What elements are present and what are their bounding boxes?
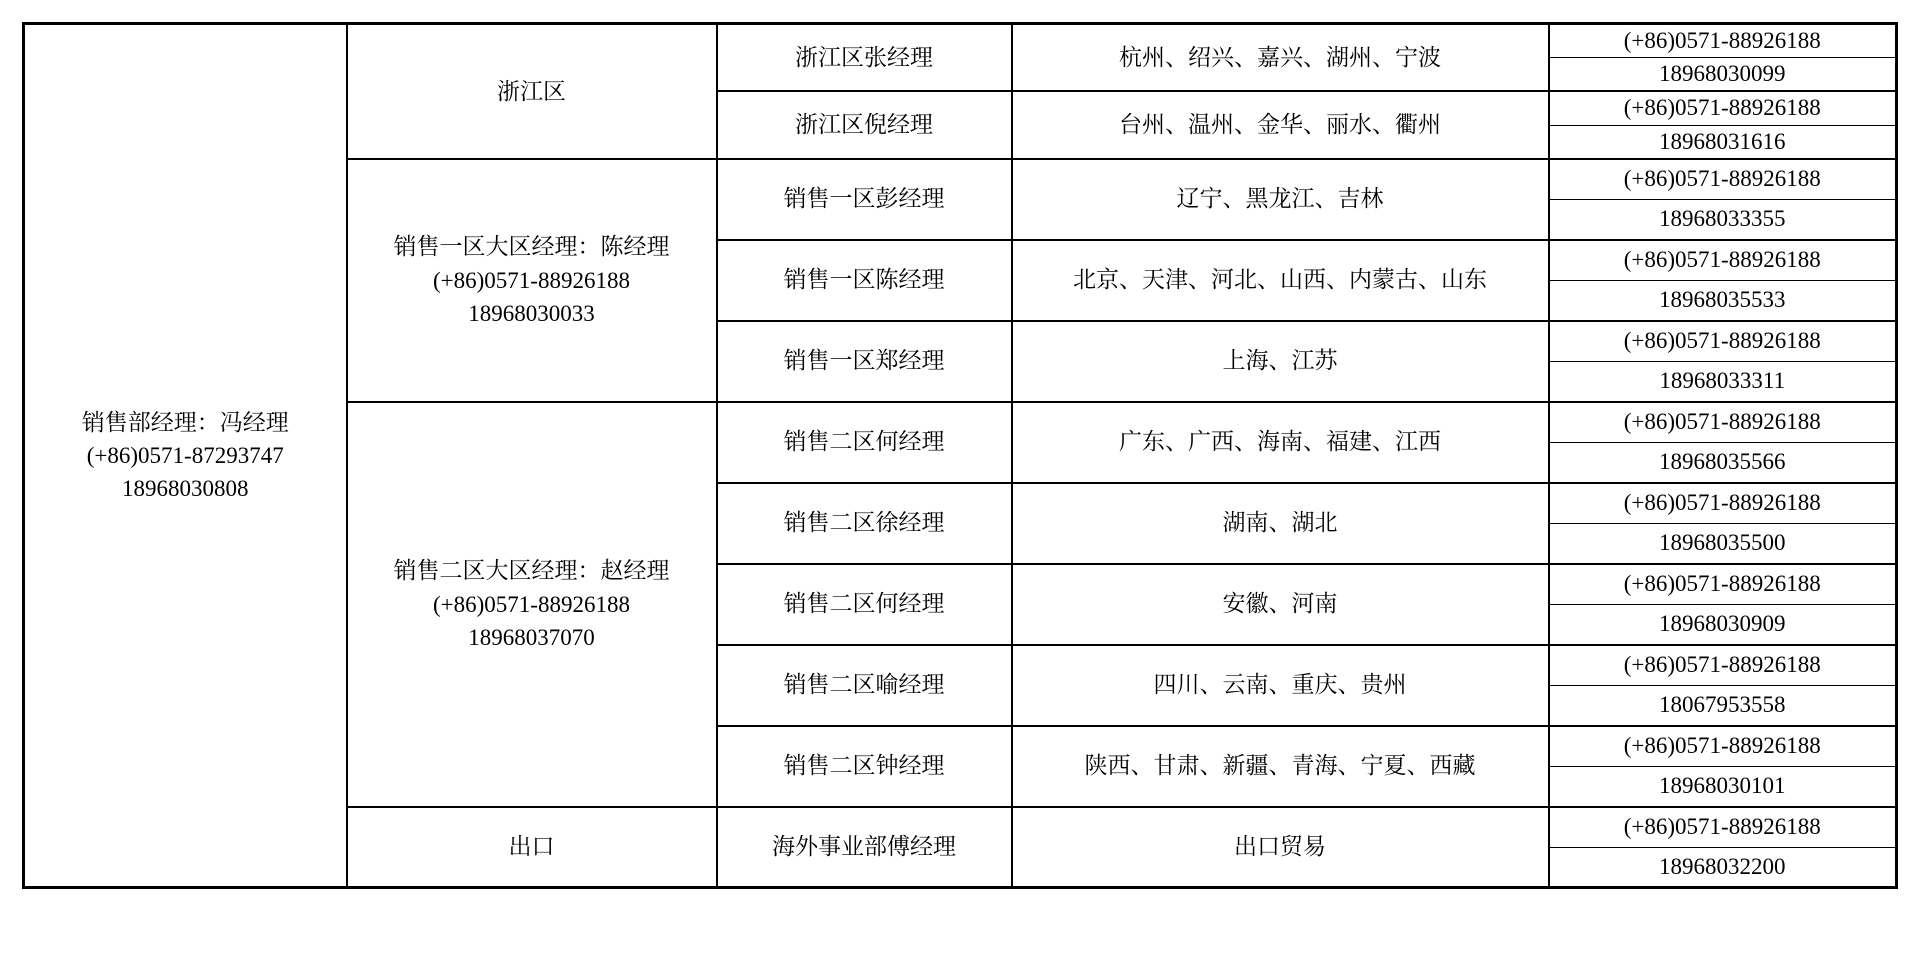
regions-cell: 安徽、河南 xyxy=(1012,564,1549,645)
landline-cell: (+86)0571-88926188 xyxy=(1549,483,1897,524)
mobile-cell: 18968033311 xyxy=(1549,361,1897,402)
manager-cell: 销售一区郑经理 xyxy=(717,321,1012,402)
mobile-cell: 18968030909 xyxy=(1549,604,1897,645)
regions-cell: 北京、天津、河北、山西、内蒙古、山东 xyxy=(1012,240,1549,321)
manager-cell: 销售二区徐经理 xyxy=(717,483,1012,564)
group-manager-mobile: 18968030033 xyxy=(468,300,595,326)
manager-cell: 销售一区陈经理 xyxy=(717,240,1012,321)
regions-cell: 四川、云南、重庆、贵州 xyxy=(1012,645,1549,726)
group-cell-export xyxy=(347,807,717,888)
landline-cell: (+86)0571-88926188 xyxy=(1549,645,1897,686)
group-label: 浙江区 xyxy=(497,78,566,104)
mobile-cell: 18968033355 xyxy=(1549,199,1897,240)
landline-cell: (+86)0571-88926188 xyxy=(1549,564,1897,605)
regions-cell: 台州、温州、金华、丽水、衢州 xyxy=(1012,91,1549,158)
department-head-cell xyxy=(24,24,347,888)
mobile-cell: 18968035566 xyxy=(1549,442,1897,483)
mobile-cell: 18968030099 xyxy=(1549,58,1897,92)
mobile-cell: 18968031616 xyxy=(1549,125,1897,159)
landline-cell: (+86)0571-88926188 xyxy=(1549,24,1897,58)
group-manager-title: 销售二区大区经理：赵经理 xyxy=(393,558,670,584)
mobile-cell: 18968035533 xyxy=(1549,280,1897,321)
manager-cell: 销售二区钟经理 xyxy=(717,726,1012,807)
regions-cell: 上海、江苏 xyxy=(1012,321,1549,402)
mobile-cell: 18067953558 xyxy=(1549,685,1897,726)
regions-cell: 杭州、绍兴、嘉兴、湖州、宁波 xyxy=(1012,24,1549,92)
manager-cell: 销售一区彭经理 xyxy=(717,159,1012,240)
landline-cell: (+86)0571-88926188 xyxy=(1549,402,1897,443)
landline-cell: (+86)0571-88926188 xyxy=(1549,159,1897,200)
group-cell-sales-district-2 xyxy=(347,402,717,807)
manager-cell: 销售二区何经理 xyxy=(717,564,1012,645)
mobile-cell: 18968035500 xyxy=(1549,523,1897,564)
landline-cell: (+86)0571-88926188 xyxy=(1549,91,1897,125)
landline-cell: (+86)0571-88926188 xyxy=(1549,807,1897,848)
regions-cell: 广东、广西、海南、福建、江西 xyxy=(1012,402,1549,483)
group-cell-zhejiang xyxy=(347,24,717,159)
manager-cell: 销售二区何经理 xyxy=(717,402,1012,483)
landline-cell: (+86)0571-88926188 xyxy=(1549,240,1897,281)
group-cell-sales-district-1 xyxy=(347,159,717,402)
manager-cell: 海外事业部傅经理 xyxy=(717,807,1012,888)
landline-cell: (+86)0571-88926188 xyxy=(1549,726,1897,767)
landline-cell: (+86)0571-88926188 xyxy=(1549,321,1897,362)
manager-cell: 浙江区倪经理 xyxy=(717,91,1012,158)
department-head-mobile: 18968030808 xyxy=(122,476,249,502)
regions-cell: 湖南、湖北 xyxy=(1012,483,1549,564)
group-manager-landline: (+86)0571-88926188 xyxy=(433,591,630,617)
group-manager-title: 销售一区大区经理：陈经理 xyxy=(393,234,670,260)
group-manager-mobile: 18968037070 xyxy=(468,624,595,650)
department-head-title: 销售部经理：冯经理 xyxy=(81,409,289,435)
group-manager-landline: (+86)0571-88926188 xyxy=(433,267,630,293)
mobile-cell: 18968030101 xyxy=(1549,766,1897,807)
sales-contact-table xyxy=(22,22,1898,889)
manager-cell: 浙江区张经理 xyxy=(717,24,1012,92)
mobile-cell: 18968032200 xyxy=(1549,847,1897,888)
regions-cell: 陕西、甘肃、新疆、青海、宁夏、西藏 xyxy=(1012,726,1549,807)
manager-cell: 销售二区喻经理 xyxy=(717,645,1012,726)
regions-cell: 辽宁、黑龙江、吉林 xyxy=(1012,159,1549,240)
regions-cell: 出口贸易 xyxy=(1012,807,1549,888)
group-label: 出口 xyxy=(508,834,555,860)
department-head-landline: (+86)0571-87293747 xyxy=(86,442,284,468)
